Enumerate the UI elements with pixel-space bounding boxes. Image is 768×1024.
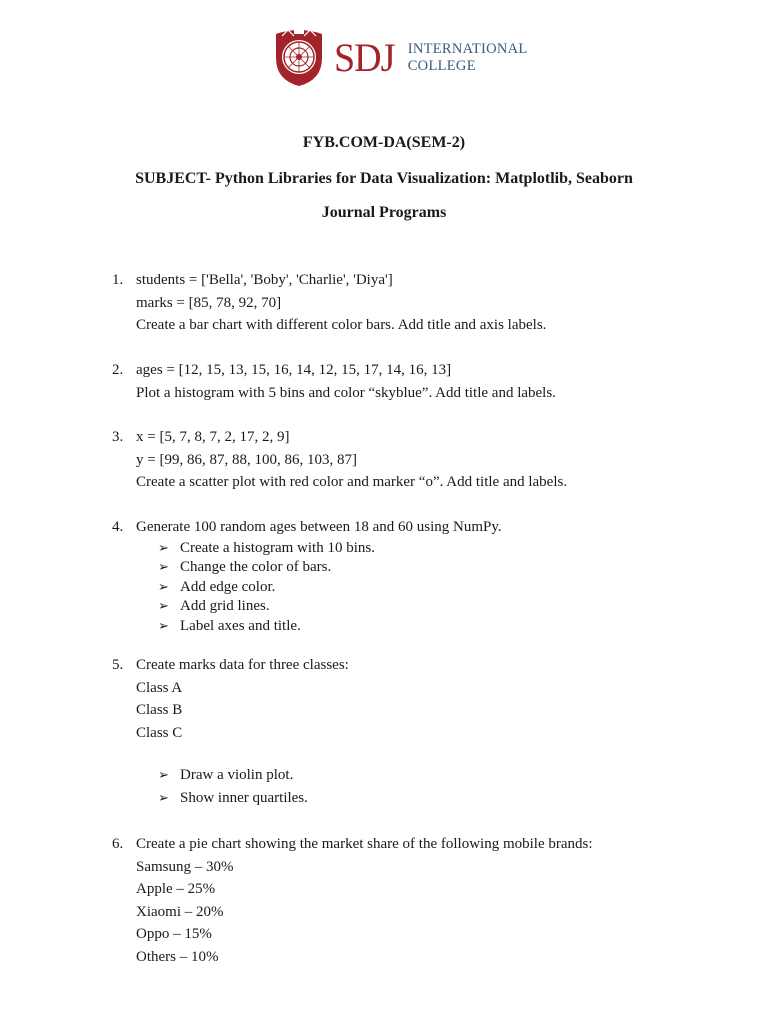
program-line: x = [5, 7, 8, 7, 2, 17, 2, 9] (136, 429, 290, 445)
bullet-list (158, 766, 349, 808)
bullet-item: ➢ Show inner quartiles. (158, 789, 349, 809)
program-line: Apple – 25% (136, 881, 216, 897)
program-body (136, 516, 502, 636)
bullet-item: ➢ Draw a violin plot. (158, 766, 349, 789)
program-body (136, 359, 556, 404)
program-line: Samsung – 30% (136, 858, 234, 875)
bullet-item: ➢ Add edge color. (158, 578, 502, 598)
program-line: Plot a histogram with 5 bins and color “skyblue”. Add title and labels. (136, 384, 556, 401)
program-line: Create marks data for three classes: (136, 657, 349, 673)
program-line: Xiaomi – 20% (136, 903, 224, 920)
program-line: Class B (136, 702, 183, 718)
program-body (136, 833, 593, 968)
bullet-item: ➢ Add grid lines. (158, 597, 502, 617)
section-title: Journal Programs (321, 204, 447, 221)
program-number: 1. (112, 272, 124, 288)
program-line: Class A (136, 679, 183, 696)
program-number: 4. (112, 519, 124, 535)
program-number: 2. (112, 362, 124, 378)
program-line: marks = [85, 78, 92, 70] (136, 294, 282, 311)
program-line: y = [99, 86, 87, 88, 100, 86, 103, 87] (136, 451, 357, 468)
program-number: 3. (112, 429, 124, 445)
program-line: ages = [12, 15, 13, 15, 16, 14, 12, 15, 17, 14, 16, 13] (136, 362, 452, 378)
program-line: Class C (136, 724, 183, 741)
arrow-bullet-icon: ➢ (158, 560, 169, 575)
college-seal-icon (270, 28, 328, 88)
arrow-bullet-icon: ➢ (158, 579, 169, 595)
college-logo (270, 26, 528, 90)
program-body (136, 426, 567, 494)
arrow-bullet-icon: ➢ (158, 618, 169, 634)
program-line: Generate 100 random ages between 18 and 60 using NumPy. (136, 519, 502, 535)
program-number: 5. (112, 657, 124, 673)
program-body (136, 654, 349, 808)
bullet-list (158, 539, 502, 637)
program-line: Create a bar chart with different color bars. Add title and axis labels. (136, 317, 547, 333)
arrow-bullet-icon: ➢ (158, 599, 169, 614)
arrow-bullet-icon: ➢ (158, 540, 169, 556)
program-line: Oppo – 15% (136, 926, 212, 942)
bullet-item: ➢ Change the color of bars. (158, 558, 502, 578)
arrow-bullet-icon: ➢ (158, 768, 169, 783)
program-body (136, 269, 546, 337)
course-title: FYB.COM-DA(SEM-2) (302, 134, 466, 151)
program-line: Create a pie chart showing the market share of the following mobile brands: (136, 836, 593, 852)
program-line: Create a scatter plot with red color and marker “o”. Add title and labels. (136, 474, 568, 490)
program-number: 6. (112, 836, 124, 852)
program-line: students = ['Bella', 'Boby', 'Charlie', 'Diya'] (136, 272, 393, 288)
bullet-item: ➢ Label axes and title. (158, 617, 502, 637)
logo-wordmark: SDJ (334, 35, 395, 80)
bullet-item: ➢ Create a histogram with 10 bins. (158, 539, 502, 559)
subject-title: SUBJECT- Python Libraries for Data Visualization: Matplotlib, Seaborn (135, 170, 633, 187)
arrow-bullet-icon: ➢ (158, 790, 169, 806)
logo-college-name: INTERNATIONAL COLLEGE (407, 41, 528, 74)
program-line: Others – 10% (136, 948, 219, 965)
